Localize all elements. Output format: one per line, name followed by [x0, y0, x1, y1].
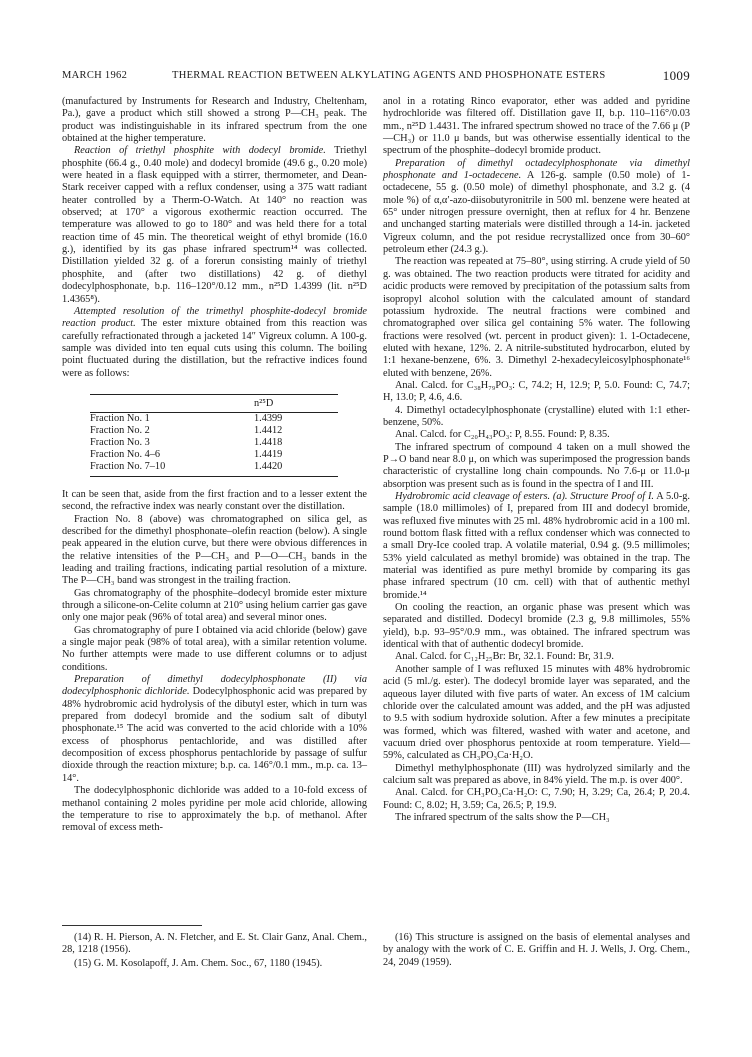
paragraph: The infrared spectrum of the salts show the P—CH₃	[395, 811, 610, 823]
fraction-label: Fraction No. 7–10	[90, 460, 166, 472]
analysis-line: Anal. Calcd. for CH₃PO₃Ca·H₂O: C, 7.90; H, 3.29; Ca, 26.4; P, 20.4. Found: C, 8.02; H, 3.59; Ca, 26.5; P, 19.9.	[383, 787, 690, 811]
paragraph: 4. Dimethyl octadecylphosphonate (crystalline) eluted with 1:1 ether-benzene, 50%.	[383, 404, 690, 428]
section-heading: Preparation of dimethyl octadecylphosphonate via dimethyl phosphonate and 1-octadecene.	[383, 157, 690, 182]
footnote: (16) This structure is assigned on the basis of elemental analyses and by analogy with the work of C. E. Griffin and H. J. Wells, J. Org. Chem., 24, 2049 (1959).	[383, 932, 690, 968]
paragraph: On cooling the reaction, an organic phase was present which was separated and distilled. Dodecyl bromide (2.3 g, 9.8 millimoles, 55% yield), b.p. 93–95°/0.9 mm., was obtained. The infrared spectrum was identical with that of authentic dodecyl bromide.	[383, 602, 690, 651]
table-row	[90, 449, 338, 461]
footnotes-right	[383, 932, 690, 970]
fraction-label: Fraction No. 1	[90, 412, 150, 424]
paragraph: (manufactured by Instruments for Research and Industry, Cheltenham, Pa.), gave a product which still showed a strong P—CH₃ peak. The product was indistinguishable in its infrared spectrum from the one obtained at the higher temperature.	[62, 96, 367, 145]
paragraph: Fraction No. 8 (above) was chromatographed on silica gel, as described for the dimethyl phosphonate–olefin reaction (below). A single peak appeared in the elution curve, but there were obvious differences in the relative intensities of the P—CH₃ and P—O—CH₃ bands in the leading and trailing fractions, indicating partial resolution of a mixture. The P—CH₃ band was strongest in the trailing fraction.	[62, 513, 367, 587]
running-title: THERMAL REACTION BETWEEN ALKYLATING AGENTS AND PHOSPHONATE ESTERS	[172, 70, 606, 81]
paragraph: Another sample of I was refluxed 15 minutes with 48% hydrobromic acid (5 ml./g. ester). The dodecyl bromide layer was separated, and the aqueous layer diluted with five parts of water. An excess of 1M calcium chloride over the calculated amount was added, and the pH was adjusted to 9.5 with sodium hydroxide solution. After a few minutes a precipitate was formed, which was filtered, washed with water and acetone, and vacuum dried over phosphorus pentoxide at room temperature. Yield—59%, calculated as CH₃PO₃Ca·H₂O.	[383, 663, 690, 762]
fraction-label: Fraction No. 4–6	[90, 448, 161, 460]
table-row	[90, 413, 338, 425]
footnote-divider	[62, 925, 202, 926]
section-heading: Hydrobromic acid cleavage of esters. (a). Structure Proof of I.	[395, 491, 654, 502]
analysis-line: Anal. Calcd. for C₁₂H₂₅Br: Br, 32.1. Found: Br, 31.9.	[395, 651, 614, 663]
table-row	[90, 425, 338, 437]
footnote: (15) G. M. Kosolapoff, J. Am. Chem. Soc., 67, 1180 (1945).	[74, 957, 323, 969]
analysis-line: Anal. Calcd. for C₃₈H₇₉PO₃: C, 74.2; H, 12.9; P, 5.0. Found: C, 74.7; H, 13.0; P, 4.6, 4.6.	[383, 379, 690, 404]
fraction-label: Fraction No. 3	[90, 436, 150, 448]
fraction-value: 1.4419	[254, 448, 283, 460]
table-row	[90, 461, 338, 473]
paragraph: Reaction of triethyl phosphite with dodecyl bromide. Triethyl phosphite (66.4 g., 0.40 mole) and dodecyl bromide (49.6 g., 0.20 mole) were heated in a flask equipped with a stirrer, thermometer, and Dean-Stark receiver capped with a reflux condenser, using a 375 watt radiant heater controlled by a Therm-O-Watch. At 140° no reaction was observed; at 170° a vigorous exothermic reaction occurred. The temperature was allowed to go to 180° and was held there for a total reaction time of 45 min. The theoretical weight of ethyl bromide (16.0 g.), identified by its gas phase infrared spectrum¹⁴ was collected. Distillation yielded 32 g. of a forerun consisting mainly of triethyl phosphite, and (after two distillations) 42 g. of diethyl dodecylphosphonate, b.p. 116–120°/0.12 mm., n²⁵D 1.4399 (lit. n²⁵D 1.4365⁸).	[62, 145, 367, 305]
fraction-value: 1.4420	[254, 460, 283, 472]
column-header: n²⁵D	[254, 397, 274, 409]
refractive-index-table	[90, 394, 338, 477]
paragraph: The dodecylphosphonic dichloride was added to a 10-fold excess of methanol containing 2 moles pyridine per mole acid chloride, allowing the temperature to rise to approximately the b.p. of methanol. After removal of excess meth-	[62, 785, 367, 834]
paragraph: Hydrobromic acid cleavage of esters. (a). Structure Proof of I. A 5.0-g. sample (18.0 millimoles) of I, prepared from III and dodecyl bromide, was refluxed five minutes with 25 ml. 48% hydrobromic acid in a 100 ml. round bottom flask fitted with a reflux condenser which was connected to a small Dry-Ice cooled trap. A volatile material, 0.94 g. (9.5 millimoles; 53% yield calculated as methyl bromide) was obtained in the trap. The material was identified as pure methyl bromide by comparing its gas phase infrared spectrum (10 cm. cell) with that of authentic methyl bromide.¹⁴	[383, 491, 690, 601]
paragraph: Preparation of dimethyl dodecylphosphonate (II) via dodecylphosphonic dichloride. Dodecylphosphonic acid was prepared by 48% hydrobromic acid hydrolysis of the dibutyl ester, which in turn was prepared from dodecyl bromide and the sodium salt of dibutyl phosphonate.¹⁵ The acid was converted to the acid chloride with a 10% excess of phosphorus pentachloride, and was distilled after decomposition of excess phosphorus pentachloride by passage of sulfur dioxide through the reaction mixture; b.p. ca. 146°/0.1 mm., m.p. ca. 13–14°.	[62, 674, 367, 784]
paragraph: It can be seen that, aside from the first fraction and to a lesser extent the second, the refractive index was nearly constant over the distillation.	[62, 488, 367, 513]
paragraph: Dimethyl methylphosphonate (III) was hydrolyzed similarly and the calcium salt was prepared as above, in 84% yield. The m.p. is over 400°.	[383, 762, 690, 786]
paragraph: anol in a rotating Rinco evaporator, ether was added and pyridine hydrochloride was filtered off. Distillation gave II, b.p. 110–116°/0.03 mm., n²⁵D 1.4431. The infrared spectrum showed no trace of the 7.66 μ (P—CH₃) or 11.0 μ bands, but was otherwise essentially identical to the spectrum of the phosphite–dodecyl bromide product.	[383, 96, 690, 157]
fraction-value: 1.4399	[254, 412, 283, 424]
left-column	[62, 96, 367, 835]
paragraph: The infrared spectrum of compound 4 taken on a mull showed the P→O band near 8.0 μ, on which was superimposed the progression bands characteristic of crystalline long chain compounds. No 7.6-μ or 11.0-μ absorption was present such as is found in the spectra of I and III.	[383, 441, 690, 490]
fraction-value: 1.4412	[254, 424, 283, 436]
page-number: 1009	[662, 68, 690, 83]
footnote: (14) R. H. Pierson, A. N. Fletcher, and E. St. Clair Ganz, Anal. Chem., 28, 1218 (1956).	[62, 932, 367, 956]
table-header-row	[90, 395, 338, 412]
paragraph: The reaction was repeated at 75–80°, using stirring. A crude yield of 50 g. was obtained. The two reaction products were titrated for acidity and acidic products were removed by precipitation of the potassium salts from isopropyl alcohol solution with the calculated amount of standard potassium hydroxide. The neutral fractions were combined and chromatographed over silica gel containing 5% water. The following fractions were resolved (wt. percent in product given): 1. 1-Octadecene, eluted with hexane, 12%. 2. A nitrile-substituted hydrocarbon, eluted by 1:1 hexane-benzene, 6%. 3. Dimethyl 2-hexadecyleicosylphosphonate¹⁶ eluted with benzene, 26%.	[383, 256, 690, 379]
issue-date: MARCH 1962	[62, 70, 128, 81]
table-row	[90, 437, 338, 449]
paragraph: Preparation of dimethyl octadecylphosphonate via dimethyl phosphonate and 1-octadecene. A 126-g. sample (0.50 mole) of 1-octadecene, 55 g. (0.50 mole) of dimethyl phosphonate, and 3.2 g. (4 mole %) of α,α′-azo-diisobutyronitrile in 500 ml. benzene were heated at 65° under nitrogen pressure overnight, then at reflux for 4 hr. Benzene and unchanged starting materials were distilled through a 14-in. jacketed Vigreux column, and the pot residue recrystallized once from 30–60° petroleum ether (24.3 g.).	[383, 157, 690, 256]
right-column	[383, 96, 690, 824]
section-heading: Attempted resolution of the trimethyl phosphite-dodecyl bromide reaction product.	[62, 305, 367, 330]
paragraph: Attempted resolution of the trimethyl phosphite-dodecyl bromide reaction product. The ester mixture obtained from this reaction was carefully refractionated through a jacketed 14″ Vigreux column. A 100-g. sample was divided into ten equal cuts using this column. The boiling point fluctuated during the distillation, but the refractive indices found were as follows:	[62, 305, 367, 379]
paragraph: Gas chromatography of the phosphite–dodecyl bromide ester mixture through a silicone-on-Celite column at 210° using helium carrier gas gave only one major peak (96% of total area) and several minor ones.	[62, 587, 367, 624]
footnotes-left	[62, 932, 367, 971]
fraction-label: Fraction No. 2	[90, 424, 150, 436]
section-heading: Preparation of dimethyl dodecylphosphonate (II) via dodecylphosphonic dichloride.	[62, 674, 367, 698]
section-heading: Reaction of triethyl phosphite with dodecyl bromide.	[74, 145, 326, 157]
running-header	[62, 70, 690, 84]
paragraph: Gas chromatography of pure I obtained via acid chloride (below) gave a single major peak (98% of total area), with a similar retention volume. No further attempts were made to use different columns or to adjust conditions.	[62, 624, 367, 673]
analysis-line: Anal. Calcd. for C₂₀H₄₃PO₃: P, 8.55. Found: P, 8.35.	[395, 429, 610, 441]
fraction-value: 1.4418	[254, 436, 283, 448]
